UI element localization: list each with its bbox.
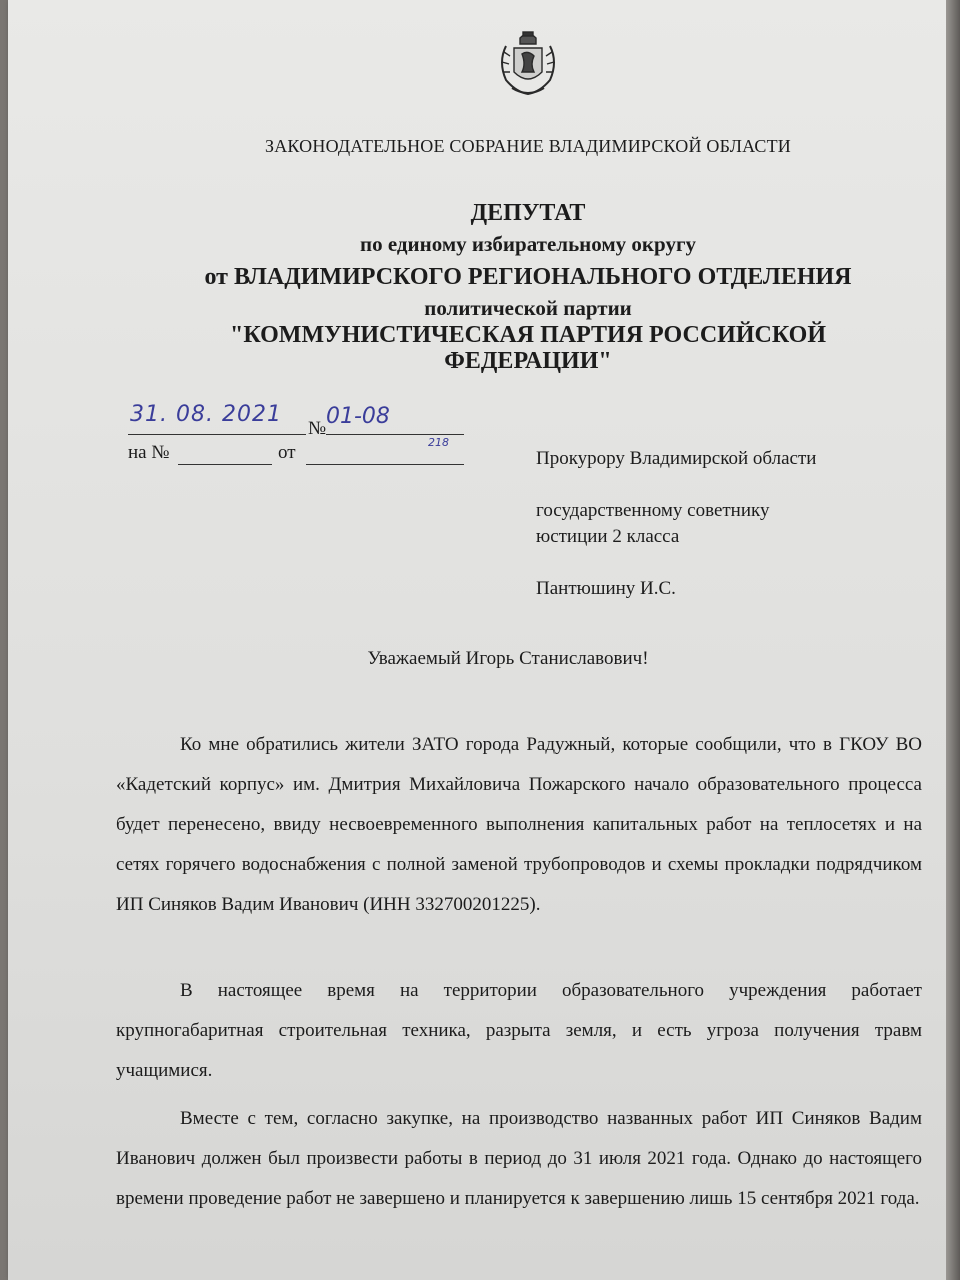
- reply-number-label: на №: [128, 442, 170, 463]
- reply-date-line: [306, 464, 464, 465]
- deputy-district: по единому избирательному округу: [360, 232, 696, 256]
- paragraph-1: Ко мне обратились жители ЗАТО города Радужный, которые сообщили, что в ГКОУ ВО «Кадетский корпус» им. Дмитрия Михайловича Пожарского начало образовательного процесса будет перенесено, ввиду несвоевременного выполнения капитальных работ на теплосетях и на сетях горячего водоснабжения с полной заменой трубопроводов и схемы прокладки подрядчиком ИП Синяков Вадим Иванович (ИНН 332700201225).: [116, 734, 922, 915]
- handwritten-number: 01-08: [326, 404, 390, 429]
- addressee-line1: Прокурору Владимирской области: [536, 448, 817, 469]
- date-underline: [128, 434, 306, 435]
- assembly-title: ЗАКОНОДАТЕЛЬНОЕ СОБРАНИЕ ВЛАДИМИРСКОЙ ОБЛАСТИ: [265, 136, 791, 156]
- addressee-line3: юстиции 2 класса: [536, 526, 680, 547]
- deputy-party-label: политической партии: [424, 296, 632, 320]
- handwritten-date: 31. 08. 2021: [130, 402, 282, 427]
- party-name-line1: "КОММУНИСТИЧЕСКАЯ ПАРТИЯ РОССИЙСКОЙ: [230, 322, 826, 348]
- handwritten-number-sub: 218: [428, 436, 449, 449]
- deputy-branch: от ВЛАДИМИРСКОГО РЕГИОНАЛЬНОГО ОТДЕЛЕНИЯ: [204, 264, 852, 290]
- greeting: Уважаемый Игорь Станиславович!: [367, 648, 649, 669]
- number-label: №: [308, 418, 327, 439]
- reply-date-label: от: [278, 442, 296, 463]
- page-edge-shadow: [946, 0, 960, 1280]
- document-page: [8, 0, 946, 1280]
- deputy-title: ДЕПУТАТ: [470, 200, 586, 226]
- vladimir-coat-of-arms-icon: [492, 28, 564, 100]
- addressee-name: Пантюшину И.С.: [536, 578, 676, 599]
- party-name-line2: ФЕДЕРАЦИИ": [444, 348, 612, 374]
- paragraph-2: В настоящее время на территории образовательного учреждения работает крупногабаритная строительная техника, разрыта земля, и есть угроза получения травм учащимися.: [116, 980, 922, 1081]
- addressee-line2: государственному советнику: [536, 500, 770, 521]
- paragraph-3: Вместе с тем, согласно закупке, на производство названных работ ИП Синяков Вадим Иванович должен был произвести работы в период до 31 июля 2021 года. Однако до настоящего времени проведение работ не завершено и планируется к завершению лишь 15 сентября 2021 года.: [116, 1108, 922, 1209]
- reply-number-line: [178, 464, 272, 465]
- number-underline: [326, 434, 464, 435]
